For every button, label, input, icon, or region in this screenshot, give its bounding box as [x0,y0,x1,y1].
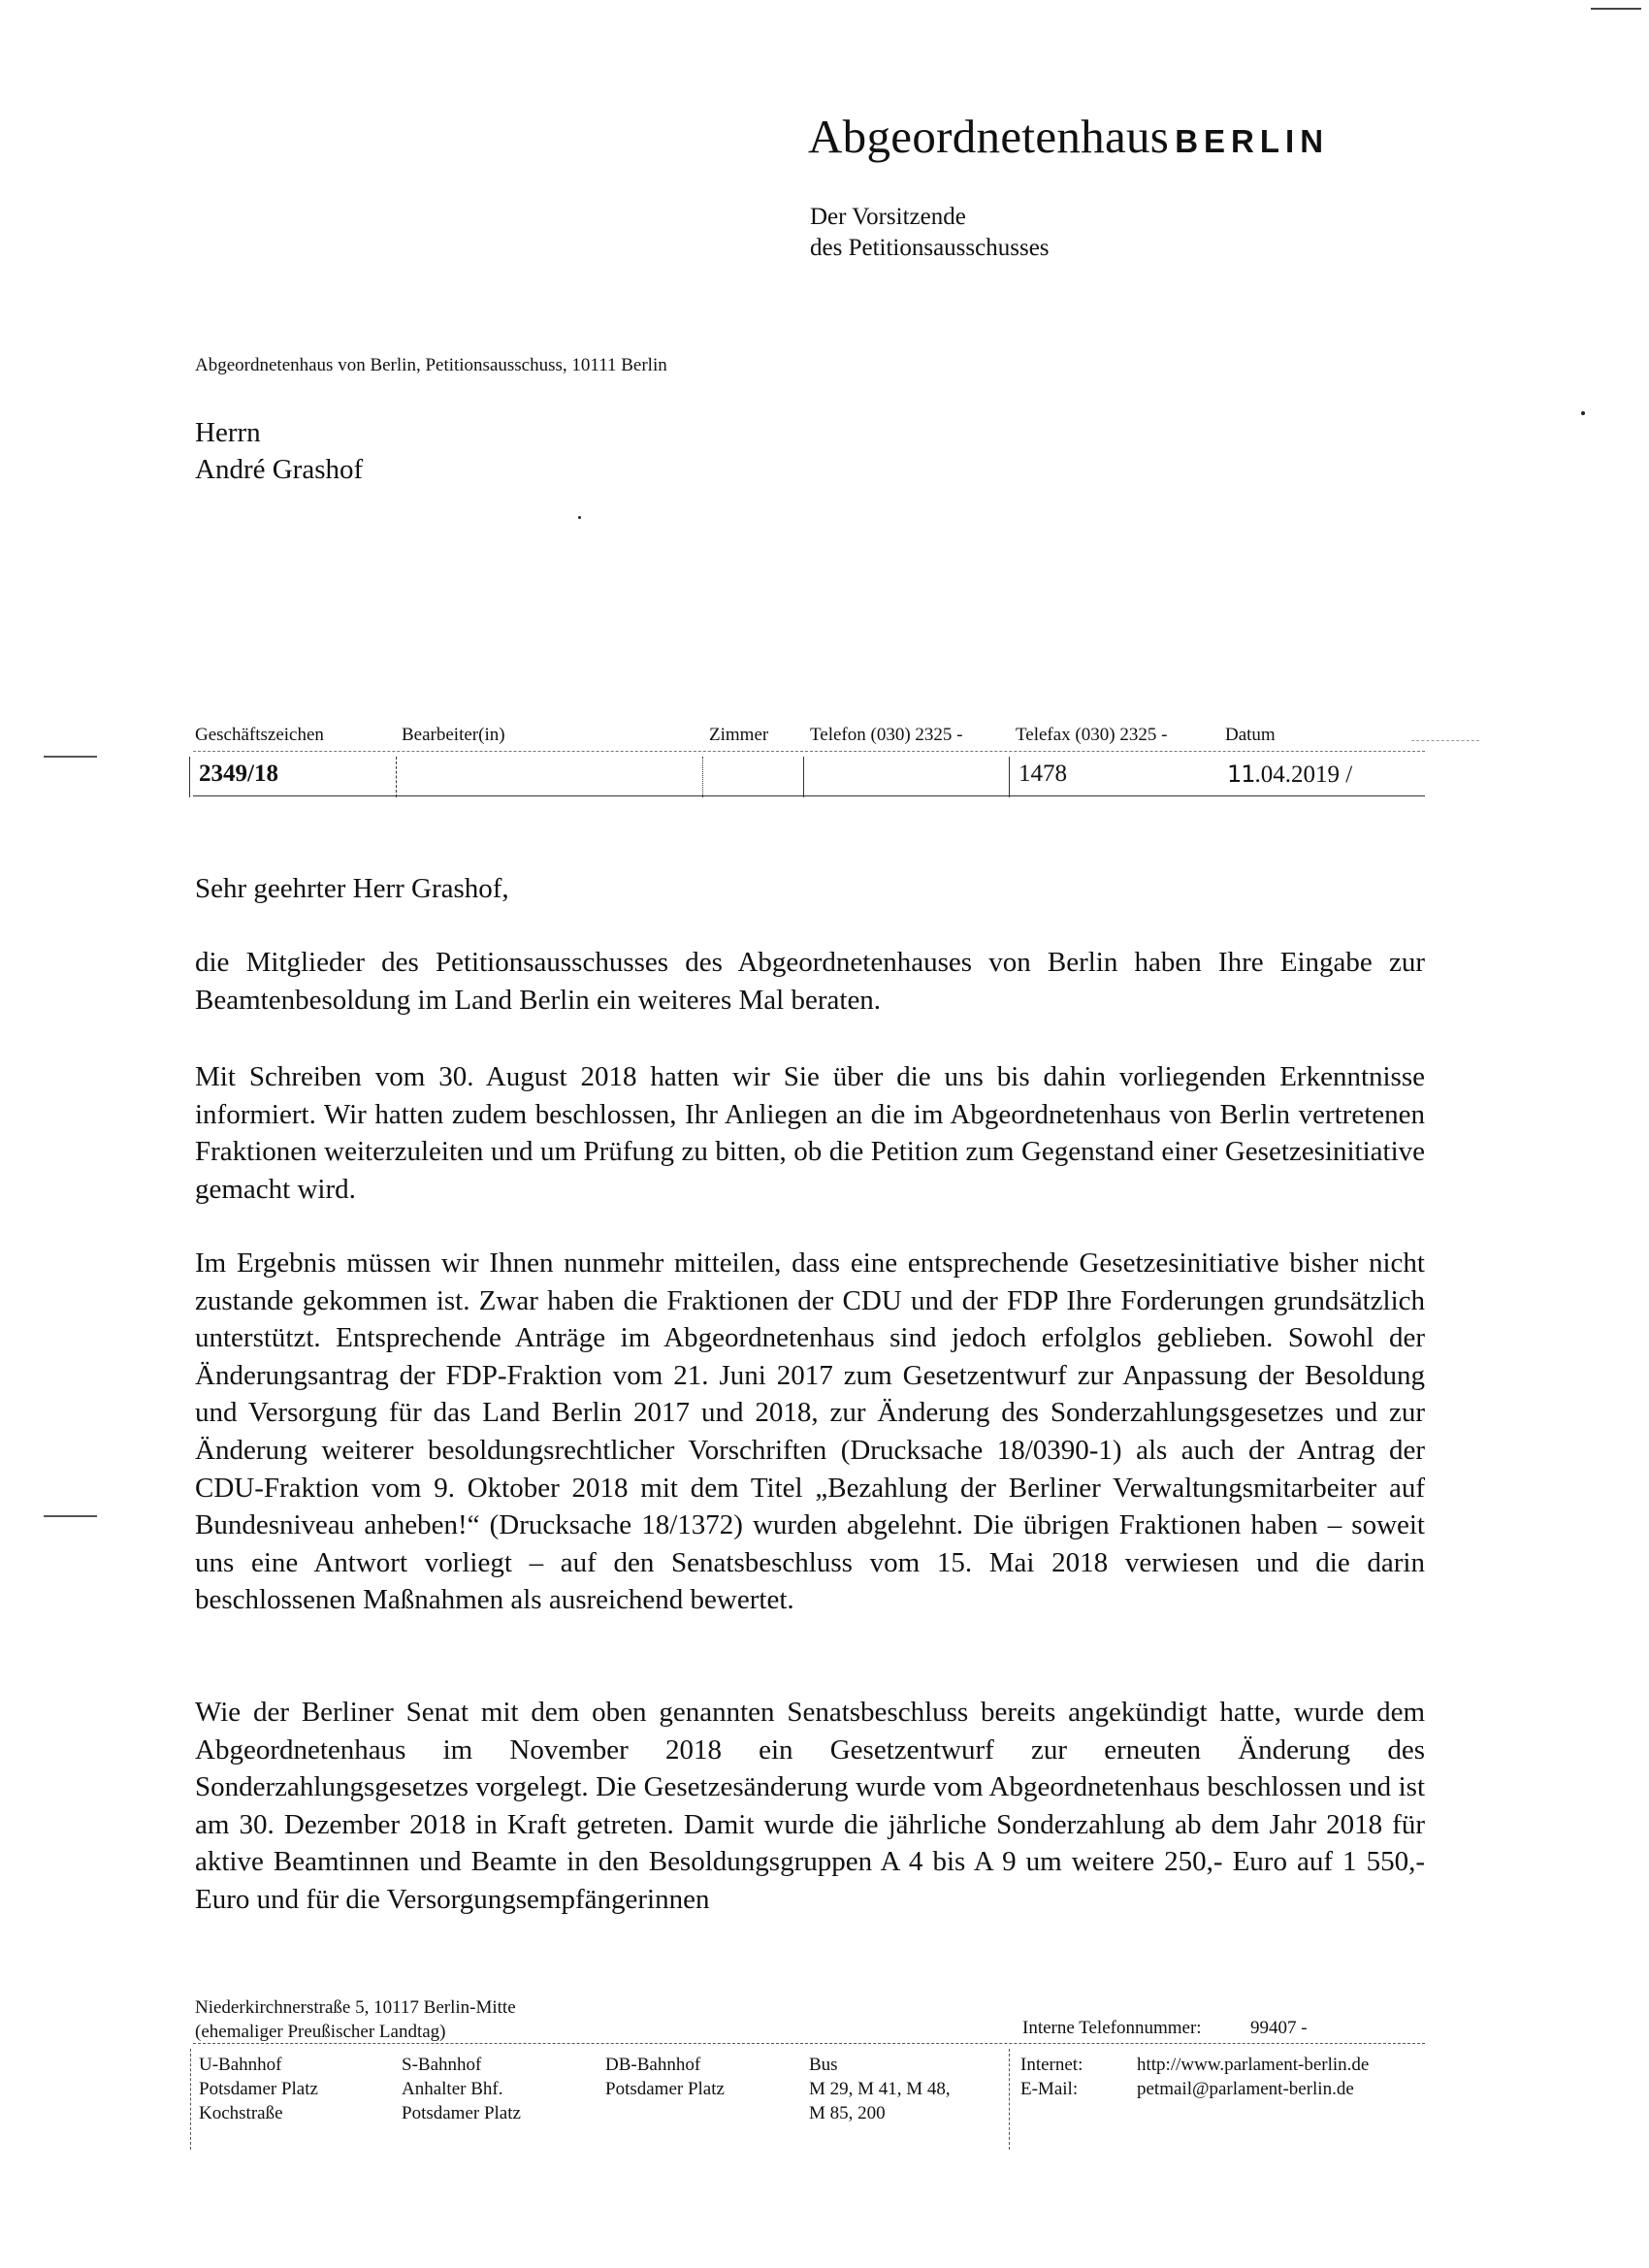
sender-role-line: Der Vorsitzende [810,204,966,230]
ref-header-zimmer: Zimmer [709,725,769,745]
letterhead-name: Abgeordnetenhaus [808,110,1170,163]
ref-value-datum-day: 11 [1227,761,1255,788]
footer-contact-labels [1020,2053,1083,2101]
transit-ubahn [199,2053,318,2125]
ref-cell-separator [803,757,804,797]
footer-address-line: (ehemaliger Preußischer Landtag) [195,2022,446,2042]
internal-phone-label: Interne Telefonnummer: [1022,2018,1202,2038]
scan-speck [1581,411,1585,415]
ref-value-telefax: 1478 [1018,761,1067,787]
scan-mark [1591,8,1641,10]
email-link[interactable]: petmail@parlament-berlin.de [1137,2079,1354,2099]
sender-role-line: des Petitionsausschusses [810,235,1050,261]
ref-cell-separator [702,757,703,797]
ref-divider [193,751,1425,752]
transit-label: DB-Bahnhof [605,2055,701,2075]
punch-mark [44,1515,97,1517]
recipient-address [195,414,363,488]
ref-value-datum-rest: .04.2019 / [1254,761,1353,788]
transit-stop: Potsdamer Platz [605,2079,725,2099]
internal-phone-value: 99407 - [1250,2018,1308,2038]
scan-speck [578,516,581,519]
ref-value-geschaeftszeichen: 2349/18 [199,761,278,787]
footer-separator [190,2049,191,2150]
ref-divider [193,795,1425,796]
transit-sbahn [402,2053,521,2125]
transit-stop: Potsdamer Platz [199,2079,318,2099]
footer-address [195,1995,516,2044]
footer-separator [1009,2049,1010,2150]
recipient-name: André Grashof [195,454,364,485]
transit-stop: M 29, M 41, M 48, [809,2079,951,2099]
letterhead-city: BERLIN [1175,123,1330,159]
letter-salutation: Sehr geehrter Herr Grashof, [195,873,509,904]
ref-value-datum [1227,761,1352,789]
scan-mark [1411,740,1479,741]
transit-stop: Potsdamer Platz [402,2103,521,2123]
footer-contact-values [1137,2053,1369,2101]
body-paragraph: Im Ergebnis müssen wir Ihnen nunmehr mitteilen, dass eine entsprechende Gesetzesinitiative bisher nicht zustande gekommen ist. Zwar haben die Fraktionen der CDU und der FDP Ihre Forderungen grundsätzlich unterstützt. Entsprechende Anträge im Abgeordnetenhaus sind jedoch erfolglos geblieben. Sowohl der Änderungsantrag der FDP-Fraktion vom 21. Juni 2017 zum Gesetzentwurf zur Anpassung der Besoldung und Versorgung für das Land Berlin 2017 und 2018, zur Änderung des Sonderzahlungsgesetzes und zur Änderung weiterer besoldungsrechtlicher Vorschriften (Drucksache 18/0390-1) als auch der Antrag der CDU-Fraktion vom 9. Oktober 2018 mit dem Titel „Bezahlung der Berliner Verwaltungsmitarbeiter auf Bundesniveau anheben!“ (Drucksache 18/1372) wurden abgelehnt. Die übrigen Fraktionen haben – soweit uns eine Antwort vorliegt – auf den Senatsbeschluss vom 15. Mai 2018 verwiesen und die darin beschlossenen Maßnahmen als ausreichend bewertet. [195,1247,1425,1616]
transit-stop: Anhalter Bhf. [402,2079,503,2099]
letterhead-title [808,109,1329,164]
body-paragraph: Wie der Berliner Senat mit dem oben genannten Senatsbeschluss bereits angekündigt hatte, wurde dem Abgeordnetenhaus im November 2018 ein Gesetzentwurf zur erneuten Änderung des Sonderzahlungsgesetzes vorgelegt. Die Gesetzesänderung wurde vom Abgeordnetenhaus beschlossen und ist am 30. Dezember 2018 in Kraft getreten. Damit wurde die jährliche Sonderzahlung ab dem Jahr 2018 für aktive Beamtinnen und Beamte in den Besoldungsgruppen A 4 bis A 9 um weitere 250,- Euro auf 1 550,- Euro und für die Versorgungsempfängerinnen [195,1697,1425,1915]
transit-stop: Kochstraße [199,2103,283,2123]
ref-cell-separator [1009,757,1010,797]
ref-header-telefon: Telefon (030) 2325 - [810,725,963,745]
internet-link[interactable]: http://www.parlament-berlin.de [1137,2055,1370,2075]
transit-bus [809,2053,951,2125]
email-label: E-Mail: [1020,2079,1079,2099]
transit-label: S-Bahnhof [402,2055,482,2075]
body-paragraph: Mit Schreiben vom 30. August 2018 hatten wir Sie über die uns bis dahin vorliegenden Erkenntnisse informiert. Wir hatten zudem beschlossen, Ihr Anliegen an die im Abgeordnetenhaus von Berlin vertretenen Fraktionen weiterzuleiten und um Prüfung zu bitten, ob die Petition zum Gegenstand einer Gesetzesinitiative gemacht wird. [195,1061,1425,1205]
transit-stop: M 85, 200 [809,2103,886,2123]
sender-role [810,202,1050,264]
ref-cell-separator [396,757,397,797]
ref-header-datum: Datum [1225,725,1276,745]
body-paragraph: die Mitglieder des Petitionsausschusses des Abgeordnetenhauses von Berlin haben Ihre Eingabe zur Beamtenbesoldung im Land Berlin ein weiteres Mal beraten. [195,947,1425,1016]
fold-mark [44,756,97,758]
footer-divider [193,2043,1425,2044]
internet-label: Internet: [1020,2055,1083,2075]
transit-label: U-Bahnhof [199,2055,282,2075]
ref-header-geschaeftszeichen: Geschäftszeichen [195,725,324,745]
recipient-salutation: Herrn [195,417,261,448]
transit-label: Bus [809,2055,838,2075]
return-address: Abgeordnetenhaus von Berlin, Petitionsausschuss, 10111 Berlin [195,355,667,375]
footer-address-line: Niederkirchnerstraße 5, 10117 Berlin-Mitte [195,1997,516,2018]
ref-cell-separator [189,757,190,797]
transit-db [605,2053,725,2101]
ref-header-telefax: Telefax (030) 2325 - [1016,725,1168,745]
ref-header-bearbeiter: Bearbeiter(in) [402,725,505,745]
